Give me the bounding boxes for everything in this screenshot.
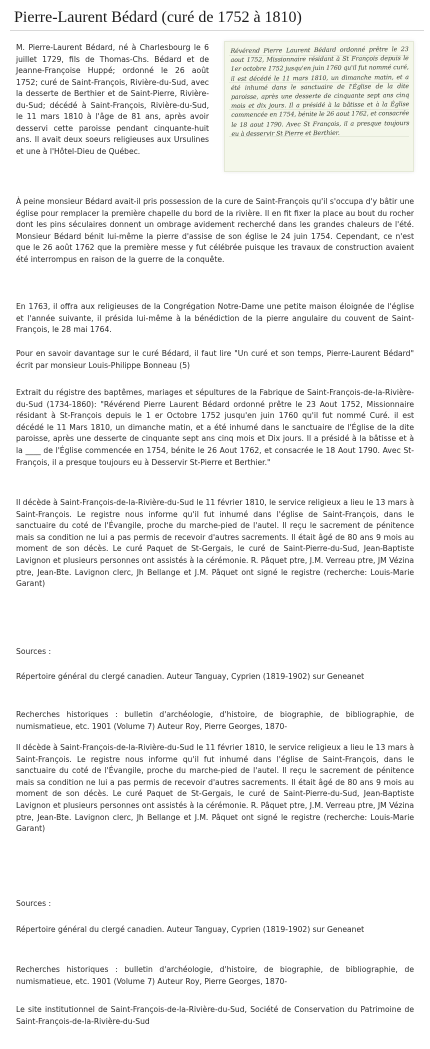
sources-heading: Sources : — [16, 647, 52, 656]
sources-heading-2: Sources : — [16, 899, 52, 908]
paragraph-death-notice: Il décède à Saint-François-de-la-Rivière-du-Sud le 11 février 1810, le service religieux a lieu le 13 mars à Saint-François. Le registre nous informe qu'il fut inhumé dans l'église de Saint-François, dans le sanctuaire du coté de l'Évangile, proche du marche-pied de l'autel. Il reçu le sacrement de pénitence mais sa condition ne lui a pas permis de recevoir d'autres sacrements. Il était âgé de 80 ans 9 mois au moment de son décès. Le curé Paquet de St-Gergais, le curé de Saint-Pierre-du-Sud, Jean-Baptiste Lavignon et plusieurs personnes ont assistés à la cérémonie. R. Pâquet ptre, J.M. Verreau ptre, JM Vézina ptre, Jean-Bte. Lavignon clerc, Jh Bellange et J.M. Pâquet ont signé le registre (recherche: Louis-Marie Garant) — [16, 498, 414, 589]
source-recherches-historiques-2: Recherches historiques : bulletin d'archéologie, d'histoire, de biographie, de bibliographie, de numismatieue, etc. 1901 (Volume 7) Auteur Roy, Pierre Georges, 1870- — [16, 965, 414, 986]
paragraph-congregation: En 1763, il offra aux religieuses de la Congrégation Notre-Dame une petite maison éloignée de l'église et l'année suivante, il présida lui-même à la bénédiction de la pierre angulaire du couvent de Saint-François, le 28 mai 1764. — [16, 302, 414, 335]
paragraph-further-reading: Pour en savoir davantage sur le curé Bédard, il faut lire "Un curé et son temps, Pierre-Laurent Bédard" écrit par monsieur Louis-Philippe Bonneau (5) — [16, 349, 414, 370]
source-recherches-historiques: Recherches historiques : bulletin d'archéologie, d'histoire, de biographie, de bibliographie, de numismatieue, etc. 1901 (Volume 7) Auteur Roy, Pierre Georges, 1870- — [16, 710, 414, 731]
paragraph-register-extract: Extrait du régistre des baptêmes, mariages et sépultures de la Fabrique de Saint-François-de-la-Rivière-du-Sud (1734-1860): "Révérend Pierre Laurent Bédard ordonné prêtre le 23 Aout 1752, Missionnaire résidant à St-François depuis le 1 er Octobre 1752 jusqu'en juin 1760 qu'il fut nommé Curé. il est décédé le 11 Mars 1810, un dimanche matin, et a été inhumé dans le sanctuaire de l'Église de la dite paroisse, après une desserte de cinquante sept ans cinq mois et Dix jours. Il a présidé à la bâtisse et à la ____ de l'Église commencée en 1754, bénite le 26 Aout 1762, et consacrée le 18 Aout 1790. Avec St-François, il a presque toujours eu à Desservir St-Pierre et Berthier." — [16, 388, 414, 467]
page-title: Pierre-Laurent Bédard (curé de 1752 à 1810) — [14, 9, 302, 26]
manuscript-image — [224, 41, 414, 172]
paragraph-death-notice-repeat: Il décède à Saint-François-de-la-Rivière-du-Sud le 11 février 1810, le service religieux a lieu le 13 mars à Saint-François. Le registre nous informe qu'il fut inhumé dans l'église de Saint-François, dans le sanctuaire du coté de l'Évangile, proche du marche-pied de l'autel. Il reçu le sacrement de pénitence mais sa condition ne lui a pas permis de recevoir d'autres sacrements. Il était âgé de 80 ans 9 mois au moment de son décès. Le curé Paquet de St-Gergais, le curé de Saint-Pierre-du-Sud, Jean-Baptiste Lavignon et plusieurs personnes ont assistés à la cérémonie. R. Pâquet ptre, J.M. Verreau ptre, JM Vézina ptre, Jean-Bte. Lavignon clerc, Jh Bellange et J.M. Pâquet ont signé le registre (recherche: Louis-Marie Garant) — [16, 743, 414, 834]
paragraph-church-construction: À peine monsieur Bédard avait-il pris possession de la cure de Saint-François qu'il s'occupa d'y bâtir une église pour remplacer la première chapelle du bord de la rivière. Il en fit fixer la place au bout du rocher dont les pins séculaires donnent un ombrage avidement recherché dans les grandes chaleurs de l'été. Monsieur Bédard bénit lui-même la pierre d'assise de son église le 24 juin 1754. Cependant, ce n'est que le 26 août 1762 que la première messe y fut célébrée puisque les travaux de construction avaient été interrompus en raison de la guerre de la conquête. — [16, 197, 414, 264]
source-tanguay: Répertoire général du clergé canadien. Auteur Tanguay, Cyprien (1819-1902) sur Geneanet — [16, 672, 365, 681]
manuscript-handwriting: Révérend Pierre Laurent Bédard ordonné prêtre le 23 aout 1752, Missionnaire résidant à St François depuis le 1er octobre 1752 jusqu'en juin 1760 qu'il fut nommé curé, il est décédé le 11 mars 1810, un dimanche matin, et a été inhumé dans le sanctuaire de l'Église de la dite paroisse, après une desserte de cinquante sept ans cinq mois et dix jours. Il a présidé à la bâtisse et à la Église commencée en 1754, bénite le 26 aout 1762, et consacrée le 18 aout 1790. Avec St François, il a presque toujours eu à desservir St Pierre et Berthier. — [230, 46, 410, 138]
source-tanguay-2: Répertoire général du clergé canadien. Auteur Tanguay, Cyprien (1819-1902) sur Geneanet — [16, 925, 365, 934]
title-divider — [10, 30, 424, 31]
intro-paragraph: M. Pierre-Laurent Bédard, né à Charlesbourg le 6 juillet 1729, fils de Thomas-Chs. Bédard et de Jeanne-Françoise Huppé; ordonné le 26 août 1752; curé de Saint-François, Rivière-du-Sud, avec la desserte de Berthier et de Saint-Pierre, Rivière-du-Sud; décédé à Saint-François, Rivière-du-Sud, le 11 mars 1810 à l'âge de 81 ans, après avoir desservi cette paroisse pendant cinquante-huit ans. Il avait deux soeurs religieuses aux Ursulines et une à l'Hôtel-Dieu de Québec. — [16, 43, 209, 156]
source-site-institutionnel: Le site institutionnel de Saint-François-de-la-Rivière-du-Sud, Société de Conservation du Patrimoine de Saint-François-de-la-Rivière-du-Sud — [16, 1005, 414, 1026]
